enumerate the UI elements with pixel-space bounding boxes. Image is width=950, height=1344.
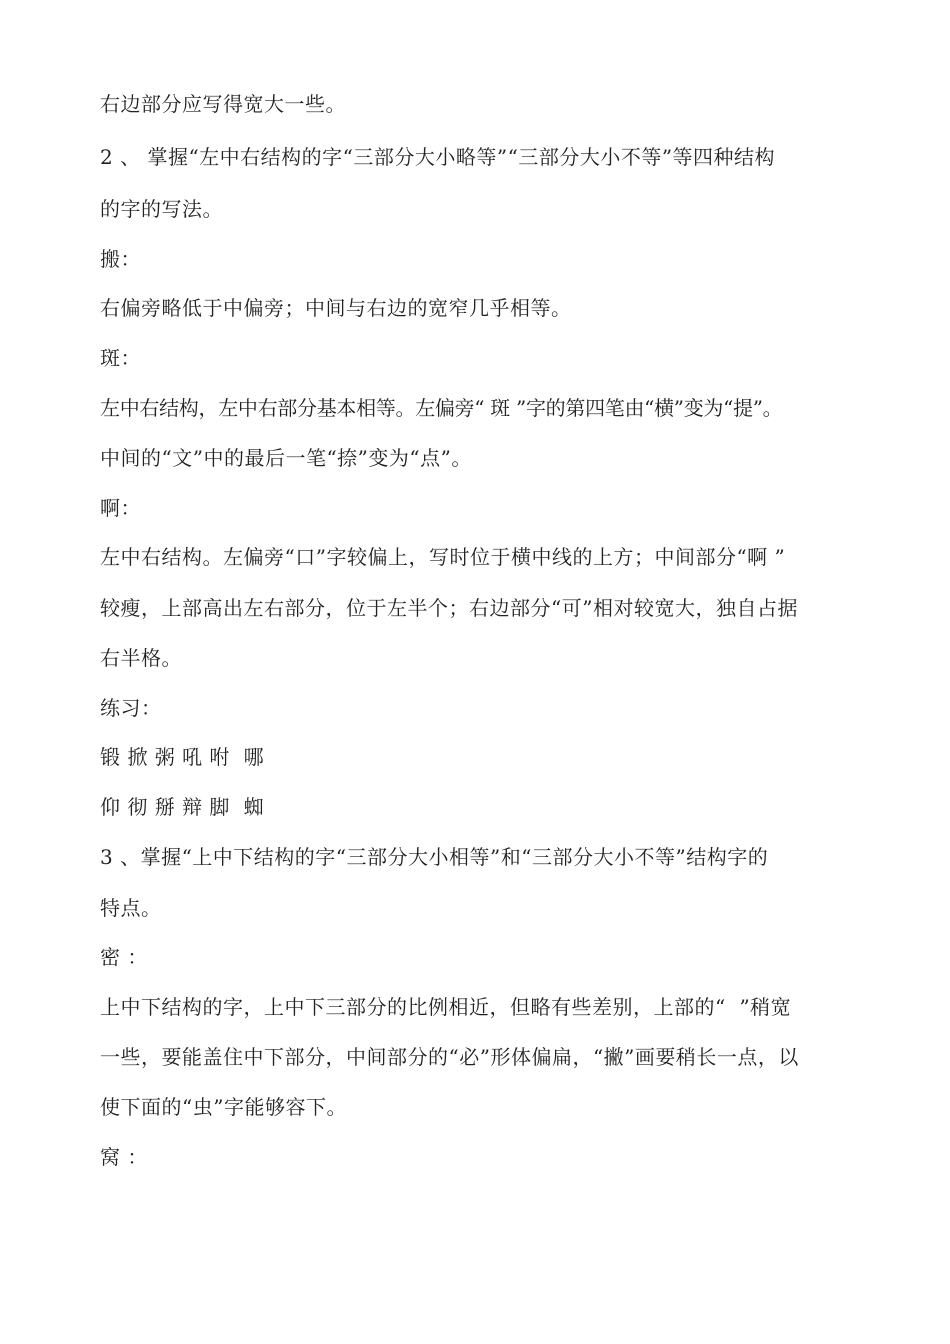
text-line: 中间的“文”中的最后一笔“捺”变为“点”。 xyxy=(100,446,472,470)
text-line: 特点。 xyxy=(100,896,162,920)
text-line: 斑： xyxy=(100,346,141,370)
text-line: 左中右结构，左中右部分基本相等。左偏旁“ 斑 ”字的第四笔由“横”变为“提”。 xyxy=(100,396,783,420)
text-line: 3 、掌握“上中下结构的字“三部分大小相等”和“三部分大小不等”结构字的 xyxy=(100,845,769,869)
text-line: 密 ： xyxy=(100,945,148,969)
text-line: 的字的写法。 xyxy=(100,197,223,221)
text-line: 搬： xyxy=(100,247,141,271)
text-line: 使下面的“虫”字能够容下。 xyxy=(100,1095,347,1119)
text-line: 上中下结构的字，上中下三部分的比例相近，但略有些差别，上部的“ ”稍宽 xyxy=(100,995,792,1019)
text-line: 练习： xyxy=(100,696,162,720)
text-line: 右偏旁略低于中偏旁；中间与右边的宽窄几乎相等。 xyxy=(100,296,572,320)
text-line: 一些，要能盖住中下部分，中间部分的“必”形体偏扁，“撇”画要稍长一点，以 xyxy=(100,1045,799,1069)
text-line: 右边部分应写得宽大一些。 xyxy=(100,92,346,116)
text-line: 啊： xyxy=(100,496,141,520)
text-line: 锻 掀 粥 吼 咐 哪 xyxy=(100,745,265,769)
text-line: 窝 ： xyxy=(100,1145,148,1169)
text-line: 左中右结构。左偏旁“口”字较偏上，写时位于横中线的上方；中间部分“啊 ” xyxy=(100,545,786,569)
text-line: 2 、 掌握“左中右结构的字“三部分大小略等”“三部分大小不等”等四种结构 xyxy=(100,145,776,169)
text-line: 较瘦，上部高出左右部分，位于左半个；右边部分“可”相对较宽大，独自占据 xyxy=(100,596,798,620)
text-line: 右半格。 xyxy=(100,646,182,670)
text-line: 仰 彻 掰 辩 脚 蜘 xyxy=(100,795,265,819)
